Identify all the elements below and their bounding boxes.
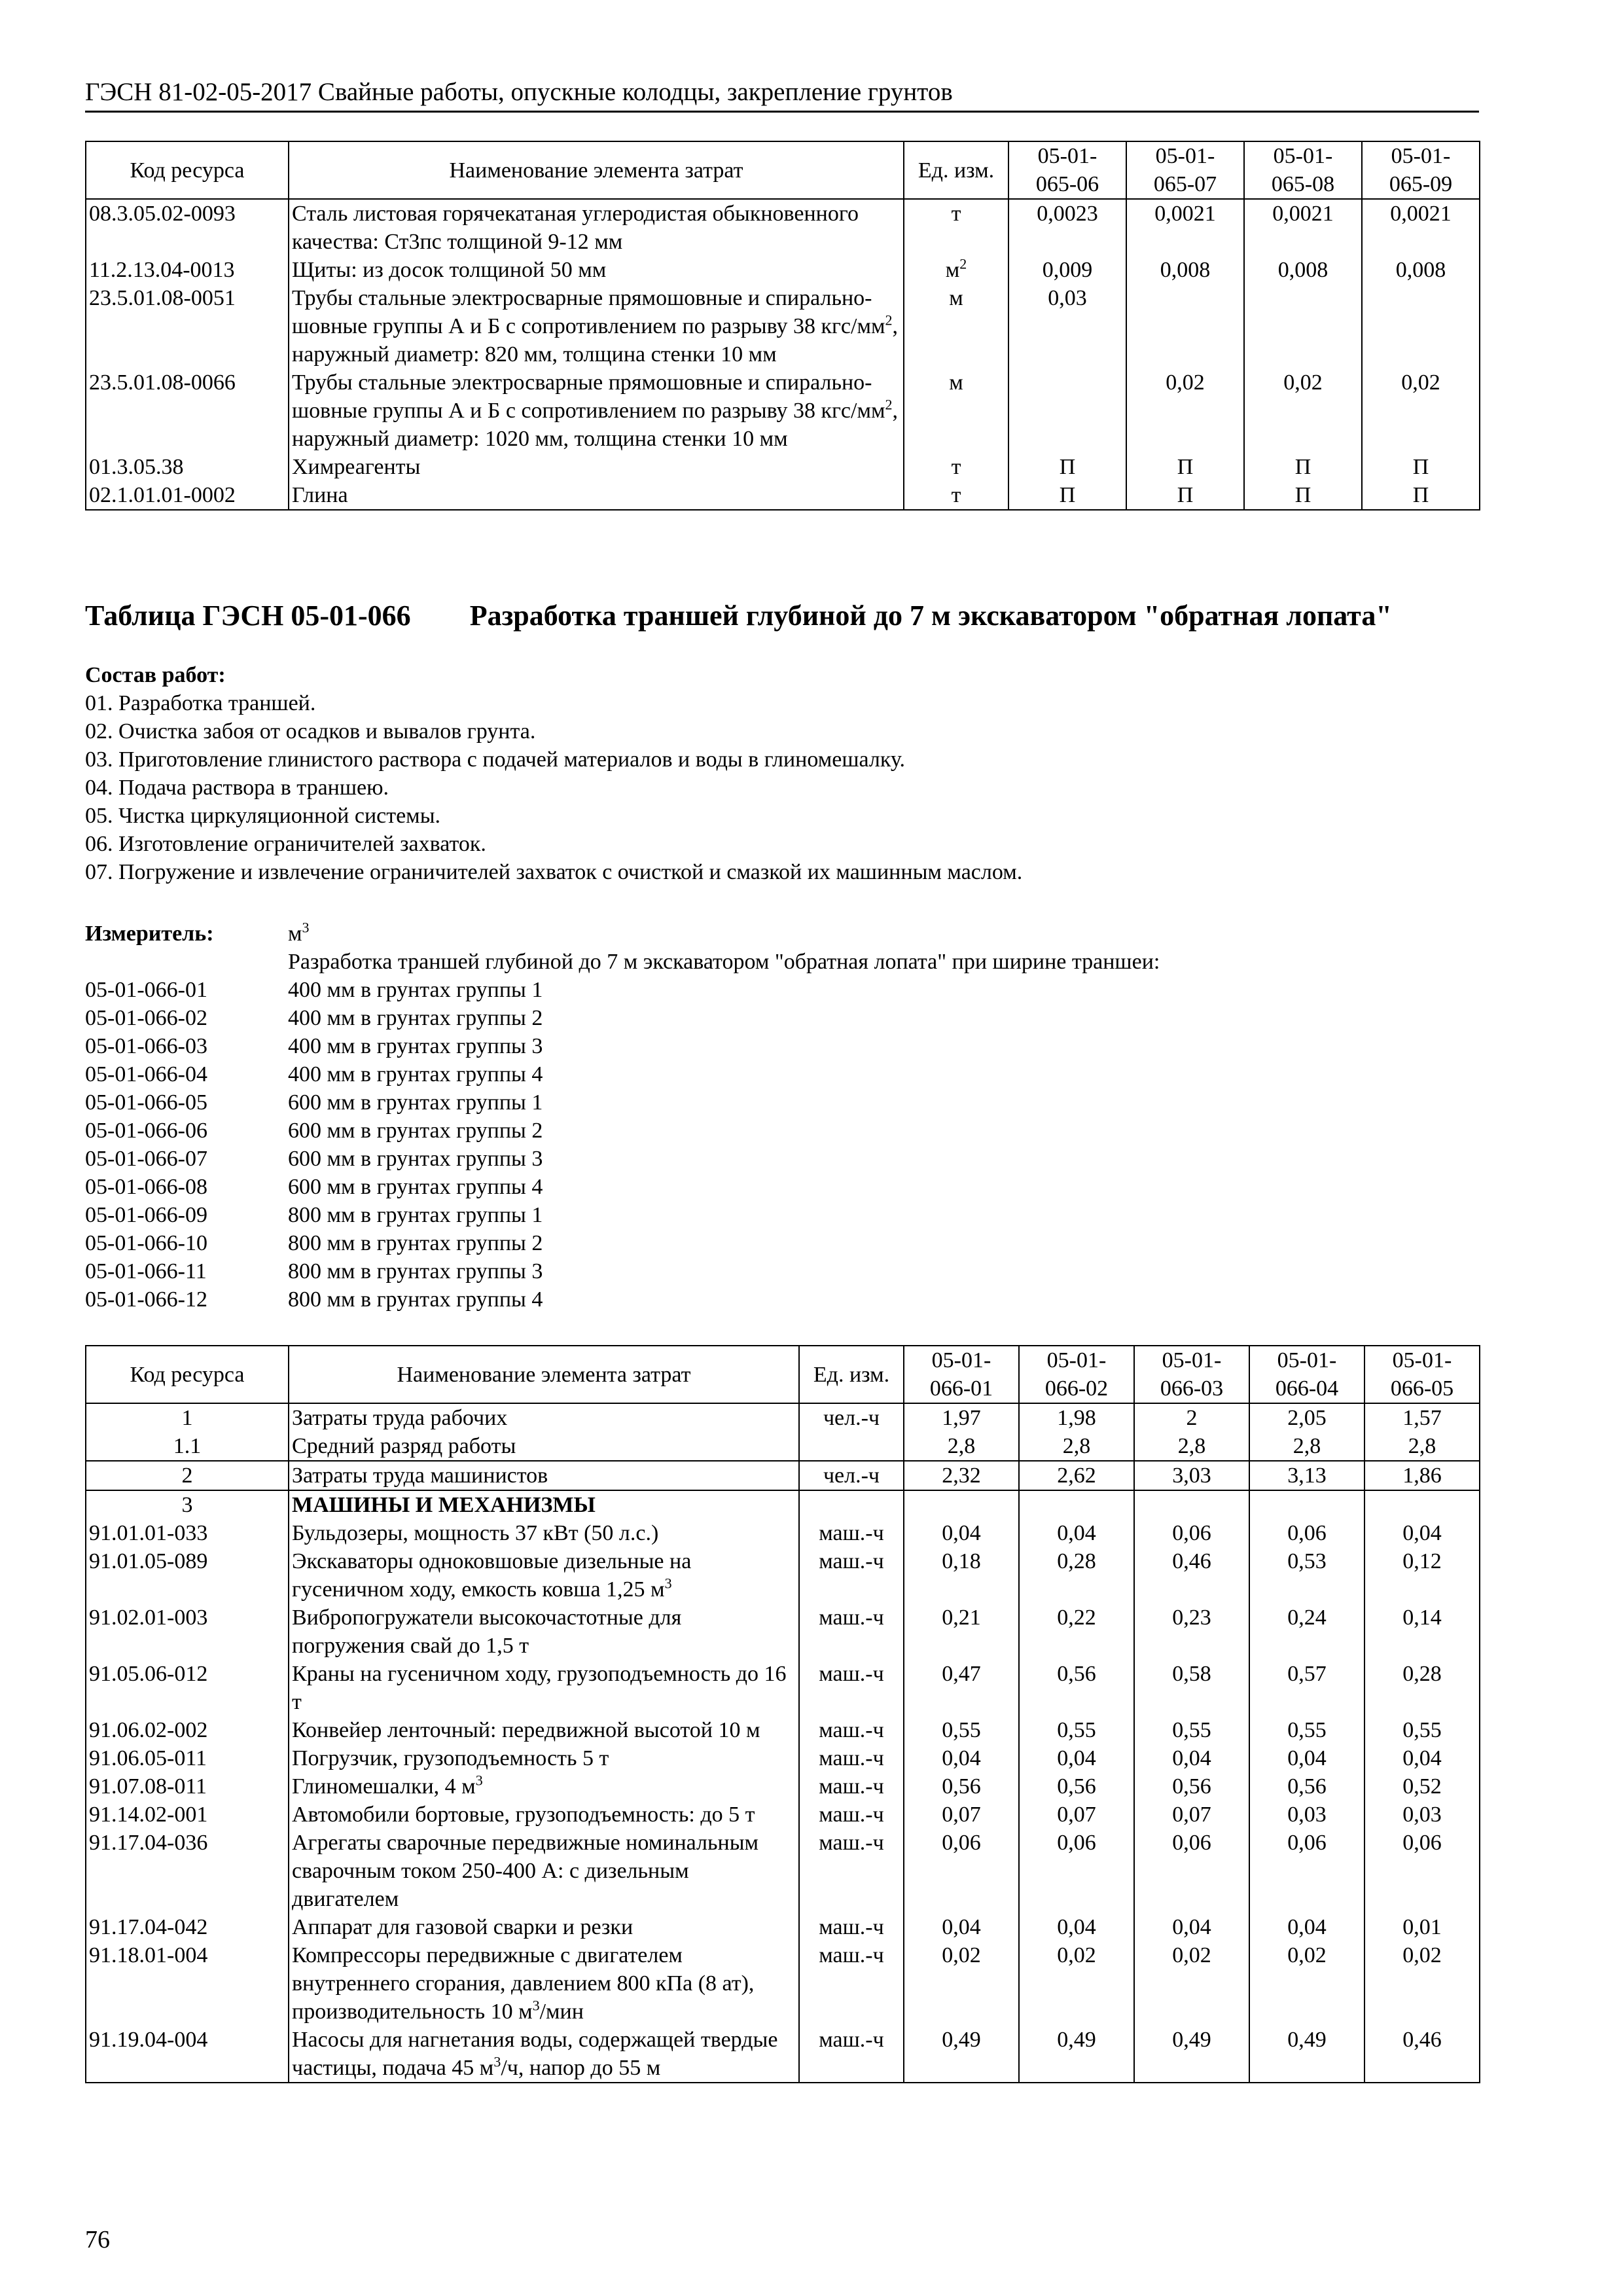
norm-value: 0,56 xyxy=(904,1772,1019,1801)
norm-value: 0,02 xyxy=(1249,1941,1364,2026)
table-row xyxy=(86,1801,1480,1829)
resource-name: Погрузчик, грузоподъемность 5 т xyxy=(289,1744,799,1772)
col-header-code: Код ресурса xyxy=(86,1346,289,1403)
resource-name: Затраты труда машинистов xyxy=(289,1461,799,1490)
resource-unit xyxy=(799,1432,904,1461)
meter-item-text: 400 мм в грунтах группы 4 xyxy=(288,1062,543,1086)
resource-name: Краны на гусеничном ходу, грузоподъемность до 16 т xyxy=(289,1660,799,1716)
meter-item xyxy=(85,976,1479,1004)
col-header-norm: 05-01- 065-07 xyxy=(1126,141,1244,199)
resource-name: Агрегаты сварочные передвижные номинальным сварочным током 250-400 А: с дизельным двигателем xyxy=(289,1829,799,1913)
resource-code: 23.5.01.08-0066 xyxy=(86,368,289,453)
table-row xyxy=(86,1744,1480,1772)
col-header-norm: 05-01- 066-05 xyxy=(1364,1346,1480,1403)
norm-value: 0,49 xyxy=(904,2026,1019,2083)
norm-value: 0,0021 xyxy=(1126,199,1244,256)
norm-value: 2,05 xyxy=(1249,1403,1364,1432)
table-row xyxy=(86,1772,1480,1801)
resource-name: Глина xyxy=(289,481,904,510)
norm-value: 0,04 xyxy=(1134,1744,1249,1772)
norm-value: 0,06 xyxy=(1249,1829,1364,1913)
resource-name: Химреагенты xyxy=(289,453,904,481)
norm-value: 0,28 xyxy=(1364,1660,1480,1716)
norm-value: 0,49 xyxy=(1249,2026,1364,2083)
norm-value xyxy=(1019,1490,1134,1519)
norm-value: П xyxy=(1362,481,1480,510)
norm-value: 0,008 xyxy=(1244,256,1362,284)
section-label: Таблица ГЭСН 05-01-066 xyxy=(85,600,411,632)
resource-code: 91.01.05-089 xyxy=(86,1547,289,1604)
meter-item-code: 05-01-066-10 xyxy=(85,1231,207,1255)
norm-value: 0,49 xyxy=(1019,2026,1134,2083)
norm-value: 0,24 xyxy=(1249,1604,1364,1660)
meter-item-text: 600 мм в грунтах группы 3 xyxy=(288,1147,543,1171)
norm-value: 0,06 xyxy=(1134,1829,1249,1913)
meter-item-code: 05-01-066-01 xyxy=(85,978,207,1002)
resource-name: Средний разряд работы xyxy=(289,1432,799,1461)
norm-value: 0,07 xyxy=(904,1801,1019,1829)
meter-item xyxy=(85,1145,1479,1173)
norm-value: 0,22 xyxy=(1019,1604,1134,1660)
page-number: 76 xyxy=(85,2226,110,2253)
resource-code: 08.3.05.02-0093 xyxy=(86,199,289,256)
section-title xyxy=(85,599,1392,632)
norm-value: 0,12 xyxy=(1364,1547,1480,1604)
norm-value: П xyxy=(1362,453,1480,481)
col-header-unit: Ед. изм. xyxy=(904,141,1008,199)
work-item: 04. Подача раствора в траншею. xyxy=(85,776,389,800)
col-header-norm: 05-01- 066-01 xyxy=(904,1346,1019,1403)
resource-unit: маш.-ч xyxy=(799,1604,904,1660)
resource-name: Аппарат для газовой сварки и резки xyxy=(289,1913,799,1941)
resource-unit: чел.-ч xyxy=(799,1461,904,1490)
work-item: 01. Разработка траншей. xyxy=(85,691,316,715)
table-row xyxy=(86,1432,1480,1461)
norm-value: 0,56 xyxy=(1249,1772,1364,1801)
col-header-norm: 05-01- 066-03 xyxy=(1134,1346,1249,1403)
norm-value: 0,04 xyxy=(904,1519,1019,1547)
meter-item xyxy=(85,1257,1479,1285)
col-header-name: Наименование элемента затрат xyxy=(289,1346,799,1403)
resource-code: 91.05.06-012 xyxy=(86,1660,289,1716)
table-row xyxy=(86,1716,1480,1744)
norm-value: 0,23 xyxy=(1134,1604,1249,1660)
meter-description: Разработка траншей глубиной до 7 м экскаватором "обратная лопата" при ширине траншеи: xyxy=(288,950,1160,974)
table-row xyxy=(86,1490,1480,1519)
resource-unit: т xyxy=(904,453,1008,481)
norm-value: 0,56 xyxy=(1134,1772,1249,1801)
resource-name: Трубы стальные электросварные прямошовные и спирально-шовные группы А и Б с сопротивлением по разрыву 38 кгс/$мм^2$, наружный диаметр: 820 мм, толщина стенки 10 мм xyxy=(289,284,904,368)
norm-value: 0,0023 xyxy=(1008,199,1126,256)
norm-value xyxy=(1362,284,1480,368)
norm-value: 0,04 xyxy=(1019,1744,1134,1772)
meter-header xyxy=(85,920,1479,948)
norm-value: 0,008 xyxy=(1362,256,1480,284)
norm-value: 0,04 xyxy=(1249,1744,1364,1772)
resource-name: Насосы для нагнетания воды, содержащей твердые частицы, подача 45 $м^3/ч$, напор до 55 м xyxy=(289,2026,799,2083)
meter-unit: $м^3$ xyxy=(288,919,310,946)
work-list xyxy=(85,689,1022,886)
resource-code: 3 xyxy=(86,1490,289,1519)
resource-name: Щиты: из досок толщиной 50 мм xyxy=(289,256,904,284)
work-item: 06. Изготовление ограничителей захваток. xyxy=(85,832,486,856)
resource-name: Вибропогружатели высокочастотные для погружения свай до 1,5 т xyxy=(289,1604,799,1660)
norm-value: 0,03 xyxy=(1249,1801,1364,1829)
resource-unit: маш.-ч xyxy=(799,1829,904,1913)
norm-value: 2,8 xyxy=(904,1432,1019,1461)
col-header-name: Наименование элемента затрат xyxy=(289,141,904,199)
norm-value: 1,86 xyxy=(1364,1461,1480,1490)
norm-value: П xyxy=(1126,481,1244,510)
norm-value: 0,02 xyxy=(1362,368,1480,453)
col-header-norm: 05-01- 065-08 xyxy=(1244,141,1362,199)
norm-value xyxy=(1126,284,1244,368)
resource-unit: м xyxy=(904,368,1008,453)
resource-code: 91.06.05-011 xyxy=(86,1744,289,1772)
norm-value: 0,28 xyxy=(1019,1547,1134,1604)
resource-code: 02.1.01.01-0002 xyxy=(86,481,289,510)
resource-unit: маш.-ч xyxy=(799,1744,904,1772)
col-header-norm: 05-01- 066-02 xyxy=(1019,1346,1134,1403)
meter-item xyxy=(85,1032,1479,1060)
resource-name: Глиномешалки, 4 $м^3$ xyxy=(289,1772,799,1801)
meter-item-text: 600 мм в грунтах группы 4 xyxy=(288,1175,543,1199)
resource-code: 91.06.02-002 xyxy=(86,1716,289,1744)
meter-item-code: 05-01-066-02 xyxy=(85,1006,207,1030)
norm-value: П xyxy=(1008,453,1126,481)
meter-block xyxy=(85,920,1479,1314)
resource-code: 11.2.13.04-0013 xyxy=(86,256,289,284)
norm-value xyxy=(1008,368,1126,453)
norm-value: 0,58 xyxy=(1134,1660,1249,1716)
meter-item-code: 05-01-066-07 xyxy=(85,1147,207,1171)
norm-value: 2,8 xyxy=(1364,1432,1480,1461)
norm-value: 0,03 xyxy=(1008,284,1126,368)
meter-item xyxy=(85,1285,1479,1314)
table-row xyxy=(86,1660,1480,1716)
table-row xyxy=(86,1547,1480,1604)
norm-value: 0,04 xyxy=(904,1913,1019,1941)
table-row xyxy=(86,1829,1480,1913)
norm-value: 0,0021 xyxy=(1244,199,1362,256)
resource-code: 1.1 xyxy=(86,1432,289,1461)
resource-unit: м xyxy=(904,284,1008,368)
table-row xyxy=(86,1913,1480,1941)
resource-unit: маш.-ч xyxy=(799,1913,904,1941)
resource-unit: $м^2$ xyxy=(904,256,1008,284)
norm-value: 0,0021 xyxy=(1362,199,1480,256)
work-item: 03. Приготовление глинистого раствора с подачей материалов и воды в глиномешалку. xyxy=(85,747,905,772)
meter-item xyxy=(85,1117,1479,1145)
norm-value: 0,14 xyxy=(1364,1604,1480,1660)
section-name: Разработка траншей глубиной до 7 м экскаватором "обратная лопата" xyxy=(469,600,1392,632)
meter-description-row xyxy=(85,948,1479,976)
resource-unit: маш.-ч xyxy=(799,1547,904,1604)
norm-value: 1,57 xyxy=(1364,1403,1480,1432)
norm-value: 0,06 xyxy=(904,1829,1019,1913)
meter-item xyxy=(85,1201,1479,1229)
meter-item xyxy=(85,1060,1479,1088)
col-header-code: Код ресурса xyxy=(86,141,289,199)
meter-item-text: 400 мм в грунтах группы 2 xyxy=(288,1006,543,1030)
norm-value: 2 xyxy=(1134,1403,1249,1432)
resource-code: 91.07.08-011 xyxy=(86,1772,289,1801)
resource-name: Бульдозеры, мощность 37 кВт (50 л.с.) xyxy=(289,1519,799,1547)
norm-value: 0,55 xyxy=(1249,1716,1364,1744)
table-row xyxy=(86,256,1480,284)
meter-item-text: 800 мм в грунтах группы 4 xyxy=(288,1287,543,1312)
norm-value: 0,06 xyxy=(1134,1519,1249,1547)
meter-item-text: 600 мм в грунтах группы 1 xyxy=(288,1090,543,1115)
norm-value: 0,009 xyxy=(1008,256,1126,284)
norm-value: 0,55 xyxy=(904,1716,1019,1744)
meter-item xyxy=(85,1173,1479,1201)
meter-item xyxy=(85,1229,1479,1257)
norm-value: 0,04 xyxy=(1364,1744,1480,1772)
norm-value: 0,56 xyxy=(1019,1660,1134,1716)
resource-name: Сталь листовая горячекатаная углеродистая обыкновенного качества: Ст3пс толщиной 9-12 мм xyxy=(289,199,904,256)
norm-value: П xyxy=(1244,453,1362,481)
work-item: 07. Погружение и извлечение ограничителей захваток с очисткой и смазкой их машинным маслом. xyxy=(85,860,1023,884)
table-row xyxy=(86,481,1480,510)
norm-value: 0,04 xyxy=(1364,1519,1480,1547)
norm-value: 2,8 xyxy=(1134,1432,1249,1461)
meter-item xyxy=(85,1088,1479,1117)
col-header-unit: Ед. изм. xyxy=(799,1346,904,1403)
norm-value: 0,02 xyxy=(1134,1941,1249,2026)
resource-unit xyxy=(799,1490,904,1519)
resource-name: МАШИНЫ И МЕХАНИЗМЫ xyxy=(289,1490,799,1519)
resource-code: 91.17.04-042 xyxy=(86,1913,289,1941)
resource-unit: маш.-ч xyxy=(799,1716,904,1744)
norm-value: 1,97 xyxy=(904,1403,1019,1432)
table-row xyxy=(86,1941,1480,2026)
table-row xyxy=(86,1403,1480,1432)
resource-name: Затраты труда рабочих xyxy=(289,1403,799,1432)
table-header-row xyxy=(86,1346,1480,1403)
norm-value: 3,03 xyxy=(1134,1461,1249,1490)
norm-value xyxy=(1249,1490,1364,1519)
norm-value: 2,32 xyxy=(904,1461,1019,1490)
norm-value xyxy=(1244,284,1362,368)
col-header-norm: 05-01- 065-06 xyxy=(1008,141,1126,199)
table-row xyxy=(86,284,1480,368)
norm-value xyxy=(1134,1490,1249,1519)
table-row xyxy=(86,453,1480,481)
table-row xyxy=(86,1519,1480,1547)
norm-value: 0,46 xyxy=(1134,1547,1249,1604)
resource-unit: т xyxy=(904,481,1008,510)
norm-value: 0,55 xyxy=(1364,1716,1480,1744)
norm-value: 0,06 xyxy=(1364,1829,1480,1913)
work-item: 02. Очистка забоя от осадков и вывалов грунта. xyxy=(85,719,536,744)
norm-value: 0,03 xyxy=(1364,1801,1480,1829)
meter-item-text: 400 мм в грунтах группы 1 xyxy=(288,978,543,1002)
resource-code: 91.02.01-003 xyxy=(86,1604,289,1660)
work-composition-title: Состав работ: xyxy=(85,663,226,687)
resource-name: Трубы стальные электросварные прямошовные и спирально-шовные группы А и Б с сопротивлением по разрыву 38 кгс/$мм^2$, наружный диаметр: 1020 мм, толщина стенки 10 мм xyxy=(289,368,904,453)
norm-value: П xyxy=(1126,453,1244,481)
norm-value: 0,55 xyxy=(1019,1716,1134,1744)
norm-value: 0,04 xyxy=(1019,1519,1134,1547)
norm-value: 0,06 xyxy=(1249,1519,1364,1547)
norm-value xyxy=(1364,1490,1480,1519)
col-header-norm: 05-01- 065-09 xyxy=(1362,141,1480,199)
norm-value: 0,21 xyxy=(904,1604,1019,1660)
norm-value: 0,04 xyxy=(1134,1913,1249,1941)
norm-value: 0,57 xyxy=(1249,1660,1364,1716)
resource-unit: маш.-ч xyxy=(799,1772,904,1801)
norm-value: 0,56 xyxy=(1019,1772,1134,1801)
norm-value: 2,62 xyxy=(1019,1461,1134,1490)
resource-name: Автомобили бортовые, грузоподъемность: до 5 т xyxy=(289,1801,799,1829)
resource-name: Конвейер ленточный: передвижной высотой 10 м xyxy=(289,1716,799,1744)
norm-value: 2,8 xyxy=(1019,1432,1134,1461)
norm-value: П xyxy=(1008,481,1126,510)
resource-code: 23.5.01.08-0051 xyxy=(86,284,289,368)
norm-value: 0,02 xyxy=(1126,368,1244,453)
norm-value: 0,53 xyxy=(1249,1547,1364,1604)
table-row xyxy=(86,1461,1480,1490)
meter-item-code: 05-01-066-08 xyxy=(85,1175,207,1199)
meter-label: Измеритель: xyxy=(85,922,214,946)
norm-value: 0,04 xyxy=(904,1744,1019,1772)
norm-value: 0,02 xyxy=(1019,1941,1134,2026)
work-composition xyxy=(85,661,1022,886)
meter-item-text: 400 мм в грунтах группы 3 xyxy=(288,1034,543,1058)
table-header-row xyxy=(86,141,1480,199)
norm-value: 1,98 xyxy=(1019,1403,1134,1432)
resource-table-066 xyxy=(85,1345,1480,2083)
resource-code: 91.19.04-004 xyxy=(86,2026,289,2083)
table-row xyxy=(86,368,1480,453)
norm-value: 0,47 xyxy=(904,1660,1019,1716)
col-header-norm: 05-01- 066-04 xyxy=(1249,1346,1364,1403)
meter-item-code: 05-01-066-04 xyxy=(85,1062,207,1086)
meter-item-code: 05-01-066-09 xyxy=(85,1203,207,1227)
resource-unit: т xyxy=(904,199,1008,256)
resource-unit: маш.-ч xyxy=(799,1519,904,1547)
meter-item-code: 05-01-066-03 xyxy=(85,1034,207,1058)
meter-item-text: 600 мм в грунтах группы 2 xyxy=(288,1119,543,1143)
norm-value: 0,01 xyxy=(1364,1913,1480,1941)
table-row xyxy=(86,1604,1480,1660)
resource-unit: маш.-ч xyxy=(799,1801,904,1829)
norm-value: 0,18 xyxy=(904,1547,1019,1604)
resource-unit: маш.-ч xyxy=(799,1660,904,1716)
work-item: 05. Чистка циркуляционной системы. xyxy=(85,804,441,828)
resource-name: Экскаваторы одноковшовые дизельные на гусеничном ходу, емкость ковша 1,25 $м^3$ xyxy=(289,1547,799,1604)
resource-unit: чел.-ч xyxy=(799,1403,904,1432)
meter-item-code: 05-01-066-12 xyxy=(85,1287,207,1312)
resource-code: 91.18.01-004 xyxy=(86,1941,289,2026)
norm-value: 0,02 xyxy=(904,1941,1019,2026)
table-row xyxy=(86,199,1480,256)
resource-code: 91.01.01-033 xyxy=(86,1519,289,1547)
meter-item-code: 05-01-066-06 xyxy=(85,1119,207,1143)
norm-value: 2,8 xyxy=(1249,1432,1364,1461)
resource-code: 01.3.05.38 xyxy=(86,453,289,481)
resource-unit: маш.-ч xyxy=(799,1941,904,2026)
table-row xyxy=(86,2026,1480,2083)
norm-value: 0,46 xyxy=(1364,2026,1480,2083)
meter-item xyxy=(85,1004,1479,1032)
resource-code: 2 xyxy=(86,1461,289,1490)
resource-unit: маш.-ч xyxy=(799,2026,904,2083)
norm-value: 0,008 xyxy=(1126,256,1244,284)
resource-code: 91.14.02-001 xyxy=(86,1801,289,1829)
resource-table-065 xyxy=(85,141,1480,511)
meter-item-code: 05-01-066-11 xyxy=(85,1259,207,1283)
norm-value: 0,07 xyxy=(1134,1801,1249,1829)
norm-value: 0,04 xyxy=(1019,1913,1134,1941)
meter-item-text: 800 мм в грунтах группы 3 xyxy=(288,1259,543,1283)
norm-value: 0,52 xyxy=(1364,1772,1480,1801)
norm-value: 0,02 xyxy=(1364,1941,1480,2026)
norm-value xyxy=(904,1490,1019,1519)
norm-value: 0,55 xyxy=(1134,1716,1249,1744)
norm-value: 0,06 xyxy=(1019,1829,1134,1913)
page-header: ГЭСН 81-02-05-2017 Свайные работы, опускные колодцы, закрепление грунтов xyxy=(85,77,1479,113)
meter-item-text: 800 мм в грунтах группы 2 xyxy=(288,1231,543,1255)
meter-item-code: 05-01-066-05 xyxy=(85,1090,207,1115)
norm-value: 0,49 xyxy=(1134,2026,1249,2083)
norm-value: 3,13 xyxy=(1249,1461,1364,1490)
norm-value: 0,04 xyxy=(1249,1913,1364,1941)
meter-item-text: 800 мм в грунтах группы 1 xyxy=(288,1203,543,1227)
norm-value: 0,02 xyxy=(1244,368,1362,453)
norm-value: 0,07 xyxy=(1019,1801,1134,1829)
resource-code: 91.17.04-036 xyxy=(86,1829,289,1913)
resource-code: 1 xyxy=(86,1403,289,1432)
resource-name: Компрессоры передвижные с двигателем внутреннего сгорания, давлением 800 кПа (8 ат), производительность 10 $м^3$/мин xyxy=(289,1941,799,2026)
norm-value: П xyxy=(1244,481,1362,510)
